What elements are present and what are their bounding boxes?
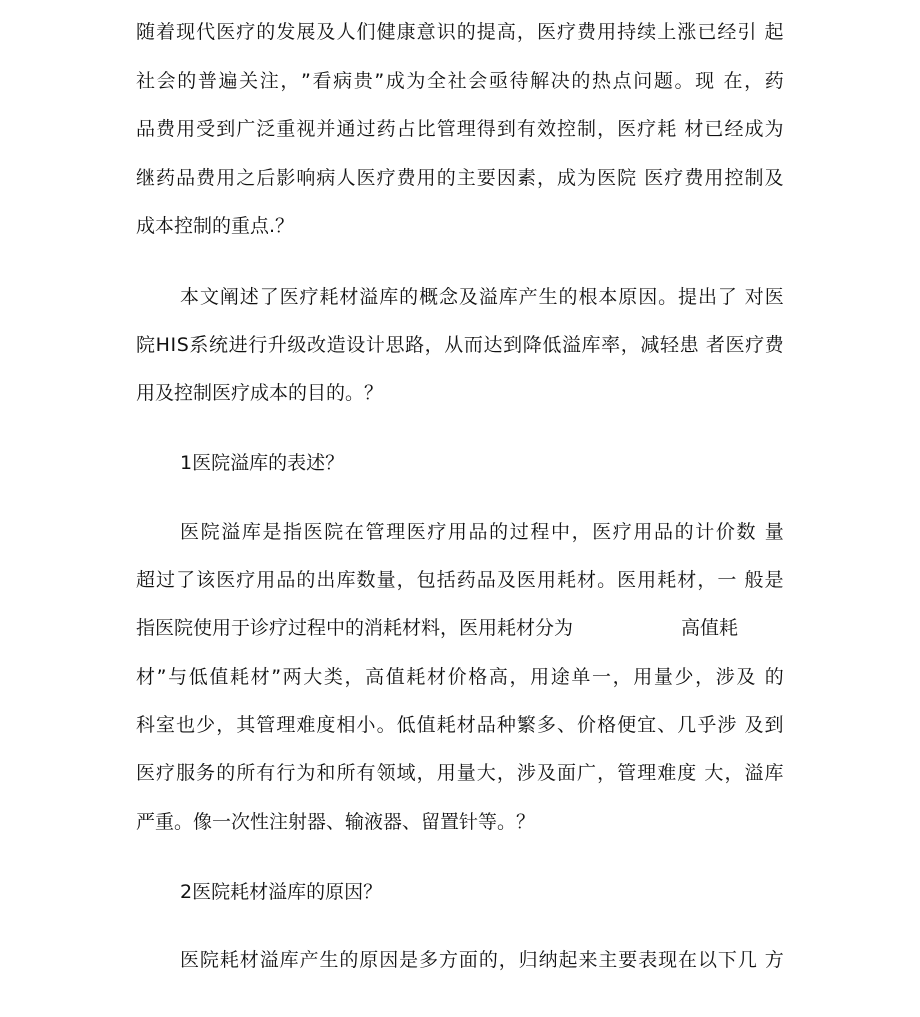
paragraph-3-line-2: 超 过 了 该 医 疗 用 品 的 出 库 数 量 ， 包 括 药 品 及 医 用 耗 材 。 医 用 耗 材 ， 一 般 是: [136, 569, 784, 591]
paragraph-3-line-3: [136, 616, 784, 640]
paragraph-1-line-5: 成本控制的重点.？: [136, 215, 295, 237]
paragraph-1-line-3: 品 费 用 受 到 广 泛 重 视 并 通 过 药 占 比 管 理 得 到 有 效 控 制 ， 医 疗 耗 材 已 经 成 为: [136, 118, 784, 140]
paragraph-4-line-1: 医 院 耗 材 溢 库 产 生 的 原 因 是 多 方 面 的 ， 归 纳 起 来 主 要 表 现 在 以 下 几 方: [180, 949, 784, 971]
paragraph-3-line-1: 医 院 溢 库 是 指 医 院 在 管 理 医 疗 用 品 的 过 程 中 ， 医 疗 用 品 的 计 价 数 量: [180, 521, 784, 543]
paragraph-3-line-6: 医 疗 服 务 的 所 有 行 为 和 所 有 领 域 ， 用 量 大 ， 涉 及 面 广 ， 管 理 难 度 大 ， 溢 库: [136, 762, 784, 784]
section-heading-2: 2医院耗材溢库的原因？: [180, 881, 383, 903]
paragraph-2-line-1: 本 文 阐 述 了 医 疗 耗 材 溢 库 的 概 念 及 溢 库 产 生 的 根 本 原 因 。 提 出 了 对 医: [180, 286, 784, 308]
paragraph-3-line-3-end: 高值耗: [681, 617, 739, 639]
section-heading-1: 1医院溢库的表述？: [180, 452, 345, 474]
paragraph-1-line-4: 继 药 品 费 用 之 后 影 响 病 人 医 疗 费 用 的 主 要 因 素 ， 成 为 医 院 医 疗 费 用 控 制 及: [136, 167, 784, 189]
paragraph-2-line-2: 院 H I S 系 统 进 行 升 级 改 造 设 计 思 路 ， 从 而 达 到 降 低 溢 库 率 ， 减 轻 患 者 医 疗 费: [136, 334, 784, 356]
paragraph-1-line-2: 社 会 的 普 遍 关 注 ， ” 看 病 贵 ” 成 为 全 社 会 亟 待 解 决 的 热 点 问 题 。 现 在 ， 药: [136, 70, 784, 92]
paragraph-1-line-1: 随 着 现 代 医 疗 的 发 展 及 人 们 健 康 意 识 的 提 高 ， 医 疗 费 用 持 续 上 涨 已 经 引 起: [136, 21, 784, 43]
paragraph-2-line-3: 用及控制医疗成本的目的。？: [136, 382, 384, 404]
paragraph-3-line-3-start: 指医院使用于诊疗过程中的消耗材料，医用耗材分为: [136, 617, 574, 639]
paragraph-3-line-4: 材 ” 与 低 值 耗 材 ” 两 大 类 ， 高 值 耗 材 价 格 高 ， 用 途 单 一 ， 用 量 少 ， 涉 及 的: [136, 666, 784, 688]
paragraph-3-line-5: 科 室 也 少 ， 其 管 理 难 度 相 小 。 低 值 耗 材 品 种 繁 多 、 价 格 便 宜 、 几 乎 涉 及 到: [136, 714, 784, 736]
paragraph-3-line-7: 严重。像一次性注射器、输液器、留置针等。？: [136, 811, 536, 833]
